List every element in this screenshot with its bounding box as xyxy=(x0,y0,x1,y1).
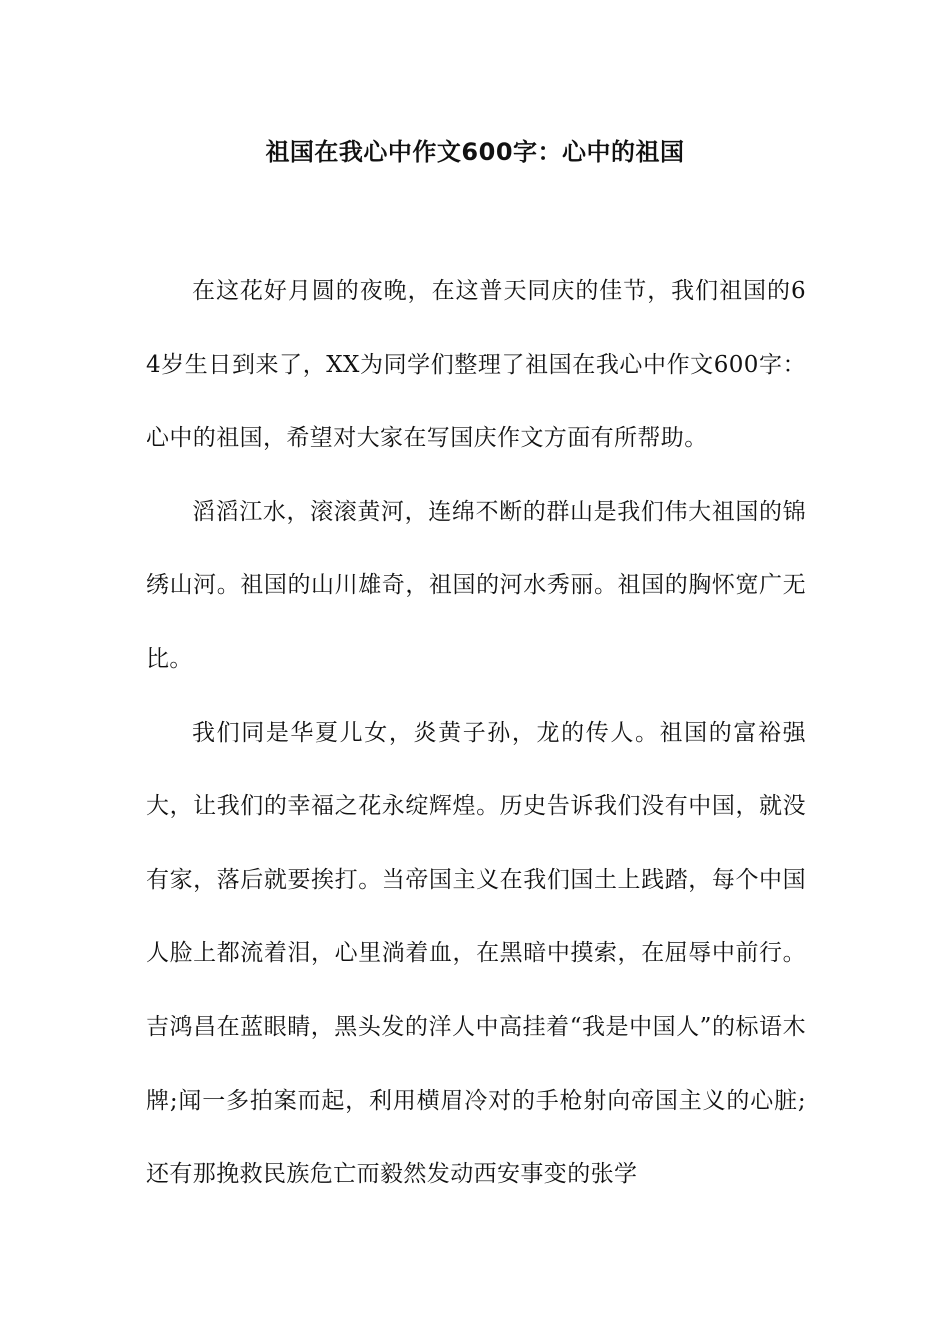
paragraph-1: 在这花好月圆的夜晚，在这普天同庆的佳节，我们祖国的64岁生日到来了，XX为同学们整理了祖国在我心中作文600字：心中的祖国，希望对大家在写国庆作文方面有所帮助。 xyxy=(146,278,806,452)
document-title: 祖国在我心中作文600字：心中的祖国 xyxy=(265,138,685,166)
paragraph-2: 滔滔江水，滚滚黄河，连绵不断的群山是我们伟大祖国的锦绣山河。祖国的山川雄奇，祖国的河水秀丽。祖国的胸怀宽广无比。 xyxy=(146,498,806,672)
paragraph-3: 我们同是华夏儿女，炎黄子孙，龙的传人。祖国的富裕强大，让我们的幸福之花永绽辉煌。历史告诉我们没有中国，就没有家，落后就要挨打。当帝国主义在我们国土上践踏，每个中国人脸上都流着泪，心里淌着血，在黑暗中摸索，在屈辱中前行。吉鸿昌在蓝眼睛，黑头发的洋人中高挂着“我是中国人”的标语木牌;闻一多拍案而起，利用横眉冷对的手枪射向帝国主义的心脏;还有那挽救民族危亡而毅然发动西安事变的张学 xyxy=(146,719,806,1188)
document-body xyxy=(146,255,806,1212)
